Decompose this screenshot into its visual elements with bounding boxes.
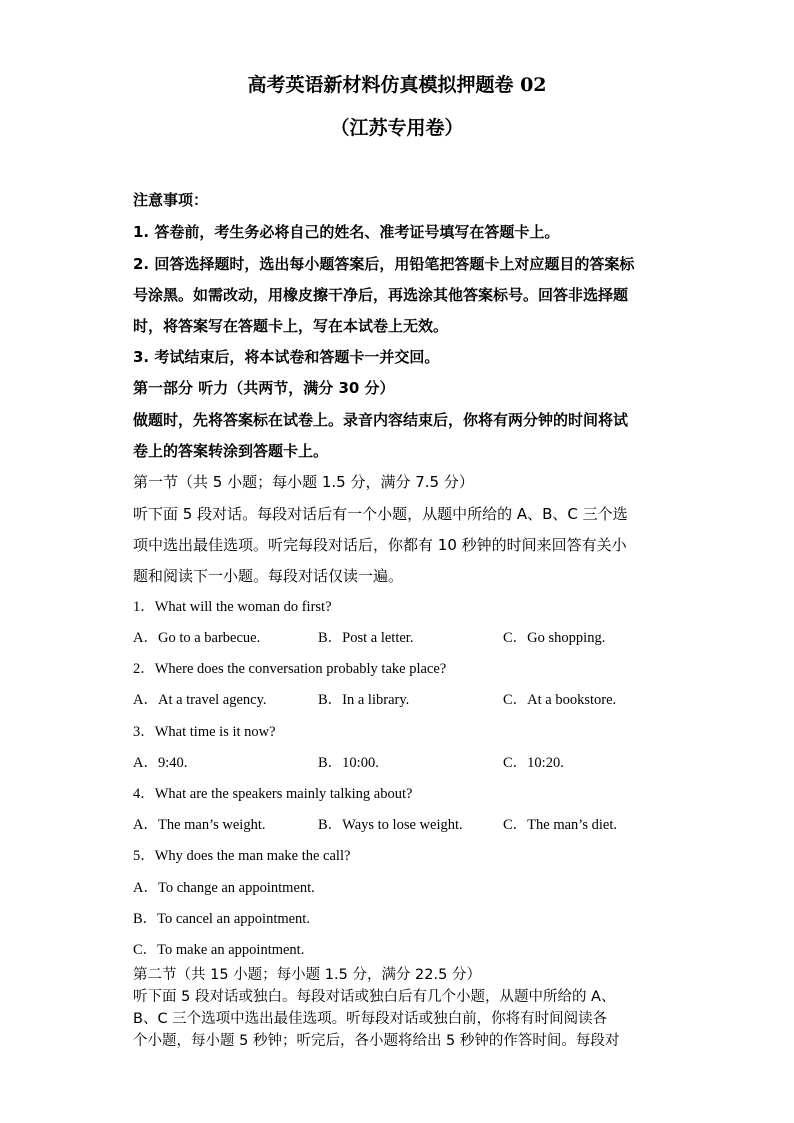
question-2-option-b: B．In a library.: [318, 692, 410, 708]
section2-heading: 第二节（共 15 小题；每小题 1.5 分，满分 22.5 分）: [133, 967, 481, 983]
part1-heading: 第一部分 听力（共两节，满分 30 分）: [133, 379, 395, 397]
section2-instruction-line-2: B、C 三个选项中选出最佳选项。听每段对话或独白前，你将有时间阅读各: [133, 1011, 608, 1027]
question-1-option-a: A．Go to a barbecue.: [133, 630, 261, 646]
notice-item-2-line-3: 时，将答案写在答题卡上，写在本试卷上无效。: [133, 317, 449, 335]
section1-instruction-line-3: 题和阅读下一小题。每段对话仅读一遍。: [133, 567, 404, 585]
question-5: 5．Why does the man make the call?: [133, 848, 351, 864]
question-3-option-a: A．9:40.: [133, 755, 188, 771]
question-3-option-c: C．10:20.: [503, 755, 564, 771]
question-2-option-a: A．At a travel agency.: [133, 692, 267, 708]
question-5-option-c: C．To make an appointment.: [133, 942, 305, 958]
section2-instruction-line-1: 听下面 5 段对话或独白。每段对话或独白后有几个小题，从题中所给的 A、: [133, 989, 616, 1005]
part1-instruction-line-2: 卷上的答案转涂到答题卡上。: [133, 442, 329, 460]
question-5-option-a: A．To change an appointment.: [133, 880, 315, 896]
part1-instruction-line-1: 做题时，先将答案标在试卷上。录音内容结束后，你将有两分钟的时间将试: [133, 411, 629, 429]
question-3: 3．What time is it now?: [133, 724, 276, 740]
question-4-option-b: B．Ways to lose weight.: [318, 817, 463, 833]
notice-item-1: 1. 答卷前，考生务必将自己的姓名、准考证号填写在答题卡上。: [133, 223, 560, 241]
notice-heading: 注意事项：: [133, 191, 209, 209]
question-1: 1．What will the woman do first?: [133, 599, 332, 615]
section1-heading: 第一节（共 5 小题；每小题 1.5 分，满分 7.5 分）: [133, 473, 474, 491]
question-4-option-c: C．The man’s diet.: [503, 817, 617, 833]
notice-item-2-line-1: 2. 回答选择题时，选出每小题答案后，用铅笔把答题卡上对应题目的答案标: [133, 255, 635, 273]
section1-instruction-line-2: 项中选出最佳选项。听完每段对话后，你都有 10 秒钟的时间来回答有关小: [133, 536, 627, 554]
question-1-option-c: C．Go shopping.: [503, 630, 606, 646]
question-1-option-b: B．Post a letter.: [318, 630, 414, 646]
notice-item-2-line-2: 号涂黑。如需改动，用橡皮擦干净后，再选涂其他答案标号。回答非选择题: [133, 286, 629, 304]
notice-item-3: 3. 考试结束后，将本试卷和答题卡一并交回。: [133, 348, 440, 366]
section2-instruction-line-3: 个小题，每小题 5 秒钟；听完后，各小题将给出 5 秒钟的作答时间。每段对: [133, 1033, 620, 1049]
question-4-option-a: A．The man’s weight.: [133, 817, 266, 833]
exam-title: 高考英语新材料仿真模拟押题卷 02: [247, 74, 547, 96]
question-4: 4．What are the speakers mainly talking about?: [133, 786, 413, 802]
question-3-option-b: B．10:00.: [318, 755, 379, 771]
question-2: 2．Where does the conversation probably take place?: [133, 661, 447, 677]
question-2-option-c: C．At a bookstore.: [503, 692, 617, 708]
question-5-option-b: B．To cancel an appointment.: [133, 911, 310, 927]
exam-subtitle: （江苏专用卷）: [330, 117, 464, 139]
section1-instruction-line-1: 听下面 5 段对话。每段对话后有一个小题，从题中所给的 A、B、C 三个选: [133, 505, 628, 523]
